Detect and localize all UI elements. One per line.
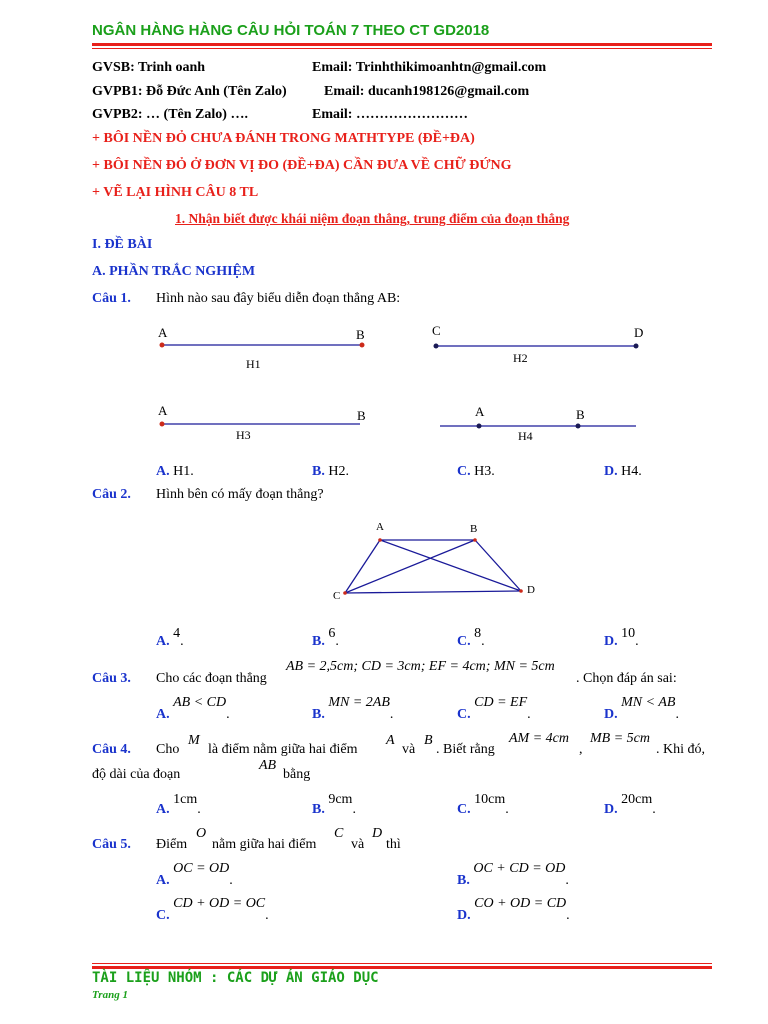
q5-option-b-value: OC + CD = OD (473, 861, 566, 876)
q2-segment-ad (380, 540, 521, 591)
q4-m: M (188, 733, 200, 748)
q4-line2: độ dài của đoạn (92, 767, 181, 782)
h2-label-c: C (432, 323, 441, 338)
q2-label-b: B (470, 523, 478, 535)
q5-o: O (196, 826, 207, 841)
q5-text-3: và (351, 837, 365, 852)
q2-option-a[interactable]: A. 4. (156, 626, 184, 649)
q2-segment-cd (345, 591, 521, 593)
h3-point-a (160, 422, 165, 427)
q2-option-c-value: 8 (474, 626, 482, 641)
q4-option-d-value: 20cm (621, 792, 653, 807)
gvsb-email: Email: Trinhthikimoanhtn@gmail.com (312, 60, 547, 75)
note-1: + BÔI NỀN ĐỎ CHƯA ĐÁNH TRONG MATHTYPE (ĐỀ+ĐA) (92, 131, 475, 146)
q3-option-b[interactable]: B. MN = 2AB. (312, 695, 394, 722)
header-rule-thick (92, 43, 712, 46)
q1-option-d[interactable] (604, 464, 642, 480)
q2-option-d[interactable]: D. 10. (604, 626, 639, 649)
q2-label: Câu 2. (92, 487, 131, 502)
q2-segment-bc (345, 540, 475, 593)
q5-option-c-letter: C. (156, 908, 170, 923)
q4-option-a-value: 1cm (173, 792, 198, 807)
q5-option-a-value: OC = OD (173, 861, 230, 876)
footer-rule-thin (92, 963, 712, 964)
q5-text-1: Điểm (156, 837, 188, 852)
q5-c: C (334, 826, 344, 841)
footer-title: TÀI LIỆU NHÓM : CÁC DỰ ÁN GIÁO DỤC (92, 970, 379, 986)
note-3: + VẼ LẠI HÌNH CÂU 8 TL (92, 185, 259, 200)
q5-option-b[interactable]: B. OC + CD = OD. (457, 861, 569, 888)
q5-label: Câu 5. (92, 837, 131, 852)
q1-option-c-text: H3. (474, 464, 495, 479)
q3-label: Câu 3. (92, 671, 131, 686)
h1-label-b: B (356, 327, 365, 342)
q2-segment-ac (345, 540, 380, 593)
q2-option-d-value: 10 (621, 626, 636, 641)
h4-point-a (477, 424, 482, 429)
note-2: + BÔI NỀN ĐỎ Ở ĐƠN VỊ ĐO (ĐỀ+ĐA) CẦN ĐƯA VỀ CHỮ ĐỨNG (92, 158, 512, 173)
q1-option-c-letter: C. (457, 464, 471, 479)
h1-name: H1 (246, 357, 261, 371)
q1-option-d-text: H4. (621, 464, 642, 479)
q1-text: Hình nào sau đây biểu diễn đoạn thẳng AB: (156, 291, 401, 306)
q4-option-c[interactable]: C. 10cm. (457, 792, 509, 817)
q5-option-d-letter: D. (457, 908, 471, 923)
header-title: NGÂN HÀNG HÀNG CÂU HỎI TOÁN 7 THEO CT GD2018 (92, 22, 490, 39)
q5-option-c[interactable]: C. CD + OD = OC. (156, 896, 269, 923)
q3-option-a-value: AB < CD (173, 695, 227, 710)
h3-label-b: B (357, 408, 366, 423)
q4-mb: MB = 5cm (590, 731, 650, 746)
h2-name: H2 (513, 351, 528, 365)
q4-option-c-letter: C. (457, 802, 471, 817)
q5-text-4: thì (386, 837, 401, 852)
q3-option-d[interactable]: D. MN < AB. (604, 695, 679, 722)
part-title: I. ĐỀ BÀI (92, 237, 153, 252)
q4-text-4: . Biết rằng (436, 742, 495, 757)
q2-point-d (519, 589, 523, 593)
h2-label-d: D (634, 325, 644, 340)
q2-label-d: D (527, 584, 535, 596)
q4-option-d-letter: D. (604, 802, 618, 817)
h3-name: H3 (236, 428, 251, 442)
q5-option-c-value: CD + OD = OC (173, 896, 266, 911)
q1-option-a-text: H1. (173, 464, 194, 479)
q2-point-c (343, 591, 347, 595)
q3-option-a-letter: A. (156, 707, 170, 722)
q2-option-d-letter: D. (604, 634, 618, 649)
q3-formula: AB = 2,5cm; CD = 3cm; EF = 4cm; MN = 5cm (286, 659, 555, 674)
q1-option-d-letter: D. (604, 464, 618, 479)
q2-option-c[interactable]: C. 8. (457, 626, 485, 649)
q5-option-b-letter: B. (457, 873, 470, 888)
footer-rule-thick (92, 966, 712, 969)
h4-point-b (576, 424, 581, 429)
h2-point-c (434, 344, 439, 349)
q3-option-b-letter: B. (312, 707, 325, 722)
q4-option-b-value: 9cm (328, 792, 353, 807)
q1-option-b[interactable] (312, 464, 349, 480)
q3-tail: . Chọn đáp án sai: (576, 671, 677, 686)
page-number: Trang 1 (92, 989, 128, 1001)
q4-comma: , (579, 742, 583, 757)
gvpb2-name: GVPB2: … (Tên Zalo) …. (92, 107, 248, 122)
h3-label-a: A (158, 403, 168, 418)
gvpb1-name: GVPB1: Đỗ Đức Anh (Tên Zalo) (92, 84, 287, 99)
q1-option-b-text: H2. (328, 464, 349, 479)
h4-label-b: B (576, 407, 585, 422)
q4-option-a-letter: A. (156, 802, 170, 817)
q2-point-a (378, 538, 382, 542)
q2-figure (325, 515, 545, 610)
q1-option-c[interactable] (457, 464, 495, 480)
gvpb2-email: Email: …………………… (312, 107, 468, 122)
q4-option-c-value: 10cm (474, 792, 506, 807)
q3-option-c-letter: C. (457, 707, 471, 722)
q1-option-b-letter: B. (312, 464, 325, 479)
q2-option-a-letter: A. (156, 634, 170, 649)
h1-point-b (360, 343, 365, 348)
h4-name: H4 (518, 429, 533, 443)
q1-label: Câu 1. (92, 291, 131, 306)
gvsb-name: GVSB: Trinh oanh (92, 60, 206, 75)
h1-label-a: A (158, 325, 168, 340)
q2-option-a-value: 4 (173, 626, 181, 641)
q2-point-b (473, 538, 477, 542)
h2-point-d (634, 344, 639, 349)
q2-option-c-letter: C. (457, 634, 471, 649)
q3-option-c[interactable]: C. CD = EF. (457, 695, 531, 722)
q5-option-d[interactable]: D. CO + OD = CD. (457, 896, 570, 923)
q3-option-c-value: CD = EF (474, 695, 528, 710)
q4-b: B (424, 733, 433, 748)
header-rule-thin (92, 48, 712, 49)
q2-option-b[interactable]: B. 6. (312, 626, 339, 649)
q1-option-a[interactable] (156, 464, 194, 480)
q4-option-d[interactable]: D. 20cm. (604, 792, 656, 817)
section-heading: 1. Nhận biết được khái niệm đoạn thẳng, trung điểm của đoạn thẳng (175, 211, 570, 226)
q1-figure (140, 318, 660, 448)
q4-text-2: là điểm nằm giữa hai điểm (208, 742, 358, 757)
q4-text-3: và (402, 742, 416, 757)
q2-option-b-value: 6 (328, 626, 336, 641)
q5-option-a-letter: A. (156, 873, 170, 888)
h1-point-a (160, 343, 165, 348)
q3-option-d-value: MN < AB (621, 695, 676, 710)
q3-option-d-letter: D. (604, 707, 618, 722)
q2-option-b-letter: B. (312, 634, 325, 649)
q5-option-a[interactable]: A. OC = OD. (156, 861, 233, 888)
q5-d: D (372, 826, 383, 841)
q4-text-6: bằng (283, 767, 311, 782)
q5-option-d-value: CO + OD = CD (474, 896, 567, 911)
q4-a: A (386, 733, 395, 748)
sub-title: A. PHẦN TRẮC NGHIỆM (92, 264, 256, 279)
q4-ab: AB (259, 758, 277, 773)
q4-text-5: . Khi đó, (656, 742, 705, 757)
q2-label-a: A (376, 521, 384, 533)
q4-option-b-letter: B. (312, 802, 325, 817)
q2-text: Hình bên có mấy đoạn thẳng? (156, 487, 324, 502)
h4-label-a: A (475, 404, 485, 419)
q3-option-b-value: MN = 2AB (328, 695, 390, 710)
q1-option-a-letter: A. (156, 464, 170, 479)
gvpb1-email: Email: ducanh198126@gmail.com (324, 84, 530, 99)
q4-option-b[interactable]: B. 9cm. (312, 792, 356, 817)
q3-option-a[interactable]: A. AB < CD. (156, 695, 230, 722)
q4-option-a[interactable]: A. 1cm. (156, 792, 201, 817)
q4-text-1: Cho (156, 742, 180, 757)
q3-text: Cho các đoạn thẳng (156, 671, 267, 686)
q4-am: AM = 4cm (509, 731, 569, 746)
q5-text-2: nằm giữa hai điểm (212, 837, 317, 852)
q2-label-c: C (333, 590, 341, 602)
q4-label: Câu 4. (92, 742, 131, 757)
